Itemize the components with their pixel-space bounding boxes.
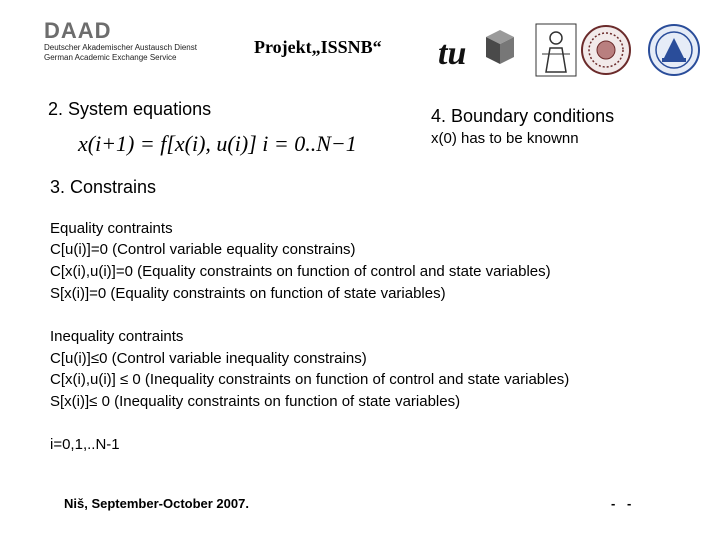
svg-text:tu: tu — [438, 35, 467, 72]
university-crest-icon — [536, 24, 576, 76]
inequality-heading: Inequality contraints — [50, 328, 184, 345]
system-equation-text: x(i+1) = f[x(i), u(i)] i = 0..N−1 — [78, 131, 357, 156]
inequality-line: C[u(i)]≤0 (Control variable inequality constrains) — [50, 350, 367, 367]
footer-page-marker: - - — [611, 496, 636, 511]
faculty-emblem-icon — [649, 25, 699, 75]
inequality-line: S[x(i)]≤ 0 (Inequality constraints on function of state variables) — [50, 393, 461, 410]
system-equation — [78, 125, 388, 165]
footer-date: Niš, September-October 2007. — [64, 496, 249, 511]
daad-logo: DAAD — [44, 18, 112, 43]
cube-logo-icon — [486, 30, 514, 64]
equality-line: S[x(i)]=0 (Equality constraints on function of state variables) — [50, 285, 446, 302]
boundary-conditions-title: 4. Boundary conditions — [431, 106, 615, 126]
daad-subtitle-en: German Academic Exchange Service — [44, 53, 177, 62]
system-equations-title: 2. System equations — [48, 99, 212, 119]
equality-line: C[x(i),u(i)]=0 (Equality constraints on function of control and state variables) — [50, 263, 551, 280]
boundary-conditions-text: x(0) has to be knownn — [431, 130, 579, 147]
partner-logos — [438, 22, 708, 80]
constrains-title: 3. Constrains — [50, 177, 157, 197]
equality-line: C[u(i)]=0 (Control variable equality constrains) — [50, 241, 356, 258]
equality-heading: Equality contraints — [50, 220, 173, 237]
university-seal-icon — [582, 26, 630, 74]
inequality-line: C[x(i),u(i)] ≤ 0 (Inequality constraints on function of control and state variables) — [50, 371, 570, 388]
index-range: i=0,1,..N-1 — [50, 436, 120, 453]
project-title: Projekt„ISSNB“ — [254, 37, 382, 57]
daad-subtitle-de: Deutscher Akademischer Austausch Dienst — [44, 43, 197, 52]
tu-logo-icon — [438, 35, 466, 72]
